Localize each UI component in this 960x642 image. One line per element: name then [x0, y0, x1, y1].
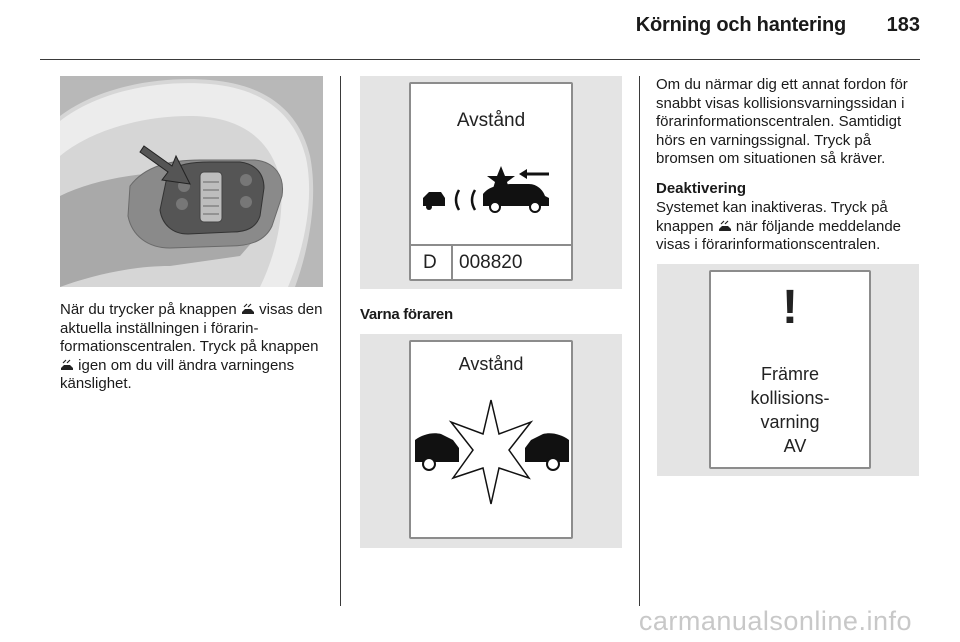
- off-display-line-3: varning: [760, 412, 820, 432]
- warn-driver-heading: Varna föraren: [360, 306, 453, 323]
- off-display-line-1: Främre: [761, 364, 819, 384]
- left-paragraph-part2: visas den aktuella inställningen i förarinformationscentralen. Tryck på knappen: [60, 301, 323, 355]
- header-title: Körning och hantering: [635, 14, 846, 36]
- exclamation-icon: !: [782, 281, 798, 334]
- column-divider-right: [639, 76, 640, 606]
- header-rule: [40, 59, 920, 60]
- distance-display-figure: [360, 76, 622, 289]
- right-paragraph-2-part1: Systemet kan inaktiveras. Tryck på knappen: [656, 199, 888, 235]
- right-paragraph-1: Om du närmar dig ett annat fordon för snabbt visas kollisionsvarningssidan i förarinformationscentralen. Samtidigt hörs en varningssignal. Tryck på bromsen om situationen så kräver.: [656, 76, 908, 167]
- collision-warning-off-screen: [709, 270, 871, 469]
- collision-warning-figure: [360, 334, 622, 548]
- left-paragraph-part3: igen om du vill ändra varningens känslighet.: [60, 356, 295, 392]
- distance-display-title: Avstånd: [456, 110, 526, 131]
- collision-warning-title: Avstånd: [458, 354, 524, 374]
- off-display-line-4: AV: [783, 436, 807, 456]
- collision-alert-button-icon: [241, 303, 255, 315]
- odometer-label: D: [423, 252, 437, 273]
- steering-wheel-figure: [60, 76, 323, 287]
- page-number: 183: [886, 14, 920, 36]
- left-paragraph-part1: När du trycker på knappen: [60, 301, 241, 318]
- steering-wheel-illustration: [60, 76, 323, 287]
- right-paragraph-2: [656, 199, 926, 255]
- off-display-line-2: kollisions-: [750, 388, 830, 408]
- distance-display-divider: [411, 244, 571, 246]
- following-distance-icon: [419, 162, 565, 222]
- collision-alert-button-icon: [718, 220, 732, 232]
- odometer-value: 008820: [459, 252, 523, 273]
- distance-display-vdivider: [451, 244, 453, 281]
- watermark: carmanualsonline.info: [638, 606, 912, 636]
- collision-warning-off-figure: [657, 264, 919, 476]
- right-paragraph-2-part2: när följande meddelande visas i förarinformationscentralen.: [656, 217, 902, 253]
- column-divider-left: [340, 76, 341, 606]
- collision-warning-screen: [409, 340, 573, 539]
- collision-burst-icon: [411, 392, 571, 512]
- left-paragraph: [60, 301, 336, 394]
- collision-alert-button-icon: [60, 359, 74, 371]
- deactivation-heading: Deaktivering: [656, 180, 747, 197]
- distance-display-screen: [409, 82, 573, 281]
